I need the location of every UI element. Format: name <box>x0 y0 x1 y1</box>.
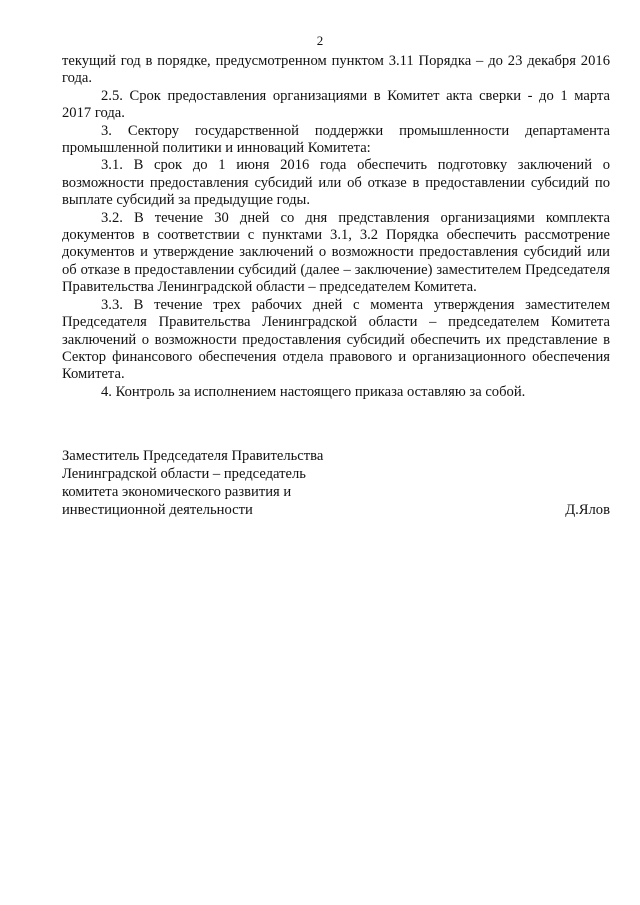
document-body <box>62 53 610 401</box>
paragraph-continuation: текущий год в порядке, предусмотренном пунктом 3.11 Порядка – до 23 декабря 2016 года. <box>62 53 610 87</box>
paragraph-3-2: 3.2. В течение 30 дней со дня представления организациями комплекта документов в соответствии с пунктами 3.1, 3.2 Порядка обеспечить рассмотрение документов и утверждение заключений о возможности предоставления субсидий или об отказе в предоставлении субсидий (далее – заключение) заместителем Председателя Правительства Ленинградской области – председателем Комитета. <box>62 209 610 296</box>
signatory-name: Д.Ялов <box>565 502 610 518</box>
signatory-position-line: Ленинградской области – председатель <box>62 466 306 482</box>
paragraph-3-1: 3.1. В срок до 1 июня 2016 года обеспечить подготовку заключений о возможности предоставления субсидий или об отказе в предоставлении субсидий по выплате субсидий за предыдущие годы. <box>62 157 610 209</box>
page-number: 2 <box>316 33 324 48</box>
paragraph-3-3: 3.3. В течение трех рабочих дней с момента утверждения заместителем Председателя Правительства Ленинградской области – председателем Комитета заключений о возможности предоставления субсидий обеспечить их представление в Сектор финансового обеспечения отдела правового и организационного обеспечения Комитета. <box>62 296 610 383</box>
signatory-position-line: Заместитель Председателя Правительства <box>62 448 324 464</box>
signatory-position-line: комитета экономического развития и <box>62 484 292 500</box>
signatory-position-line: инвестиционной деятельности <box>62 502 253 518</box>
signatory-position <box>62 447 610 519</box>
signature-block <box>62 447 610 519</box>
paragraph-3: 3. Сектору государственной поддержки промышленности департамента промышленной политики и инноваций Комитета: <box>62 122 610 157</box>
paragraph-4: 4. Контроль за исполнением настоящего приказа оставляю за собой. <box>101 383 526 400</box>
paragraph-2-5: 2.5. Срок предоставления организациями в Комитет акта сверки - до 1 марта 2017 года. <box>62 87 610 122</box>
